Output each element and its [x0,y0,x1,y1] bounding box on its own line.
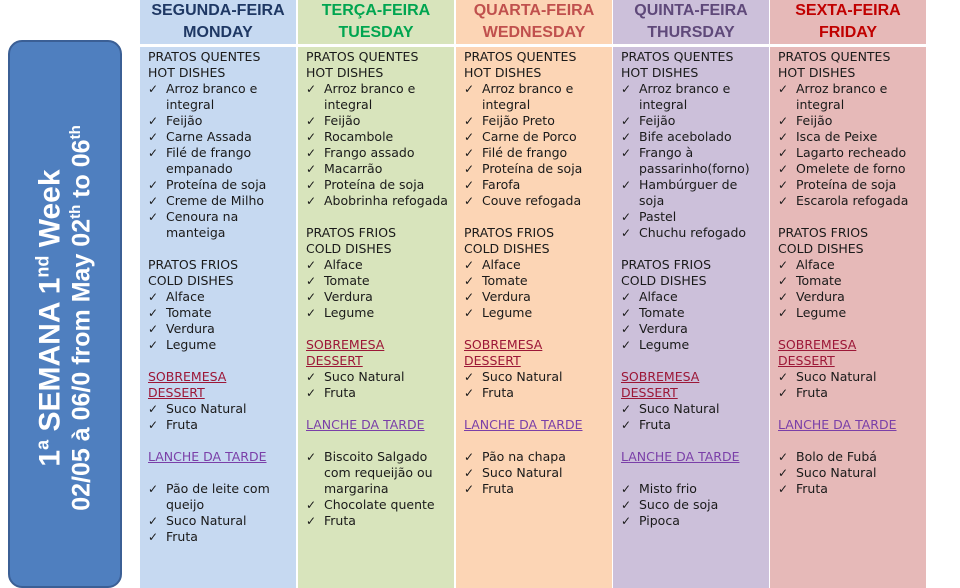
dessert-title-en: DESSERT [148,385,205,400]
day-name-en: TUESDAY [338,24,414,41]
dessert-list [148,401,290,433]
list-item: ✓ Fruta [621,417,763,433]
dessert-list [306,369,448,401]
day-column-tuesday [298,0,454,588]
hot-dishes-title-en: HOT DISHES [464,65,542,80]
week-dates: 02/05 à 06/0 from May 02th to 06th [67,125,96,511]
dessert-title-en: DESSERT [464,353,521,368]
list-item: ✓ Verdura [306,289,448,305]
list-item: ✓ Suco de soja [621,497,763,513]
cold-dishes-title-en: COLD DISHES [621,273,707,288]
day-menu [456,47,612,588]
list-item: ✓ Carne Assada [148,129,290,145]
hot-dishes-title-pt: PRATOS QUENTES [778,49,891,64]
cold-dishes-title-pt: PRATOS FRIOS [621,257,712,272]
day-header [770,0,926,44]
list-item: ✓ Pão de leite com queijo [148,481,290,513]
list-item: ✓ Chocolate quente [306,497,448,513]
list-item: ✓ Pastel [621,209,763,225]
day-header [140,0,296,44]
hot-dishes-list [778,81,920,209]
list-item: ✓ Frango à passarinho(forno) [621,145,763,177]
hot-dishes-title-en: HOT DISHES [306,65,384,80]
list-item: ✓ Suco Natural [148,513,290,529]
hot-dishes-list [464,81,606,209]
afternoon-snack-title: LANCHE DA TARDE [306,417,425,432]
hot-dishes-title-en: HOT DISHES [778,65,856,80]
list-item: ✓ Pipoca [621,513,763,529]
day-name-en: FRIDAY [818,24,878,41]
afternoon-snack-title: LANCHE DA TARDE [464,417,583,432]
day-column-monday [140,0,296,588]
day-name-pt: QUINTA-FEIRA [634,2,748,19]
list-item: ✓ Suco Natural [148,401,290,417]
list-item: ✓ Arroz branco e integral [306,81,448,113]
list-item: ✓ Proteína de soja [464,161,606,177]
day-name-pt: SEXTA-FEIRA [795,2,901,19]
day-header [456,0,612,44]
list-item: ✓ Alface [306,257,448,273]
day-name-pt: SEGUNDA-FEIRA [151,2,285,19]
list-item: ✓ Tomate [621,305,763,321]
day-header [298,0,454,44]
afternoon-snack-title: LANCHE DA TARDE [621,449,740,464]
list-item: ✓ Suco Natural [306,369,448,385]
dessert-list [464,369,606,401]
list-item: ✓ Legume [148,337,290,353]
day-menu [140,47,296,588]
week-label [33,125,98,511]
list-item: ✓ Arroz branco e integral [464,81,606,113]
hot-dishes-title-pt: PRATOS QUENTES [621,49,734,64]
list-item: ✓ Lagarto recheado [778,145,920,161]
list-item: ✓ Legume [464,305,606,321]
list-item: ✓ Verdura [621,321,763,337]
list-item: ✓ Feijão [621,113,763,129]
list-item: ✓ Bolo de Fubá [778,449,920,465]
list-item: ✓ Pão na chapa [464,449,606,465]
list-item: ✓ Rocambole [306,129,448,145]
cold-dishes-list [778,257,920,321]
list-item: ✓ Verdura [464,289,606,305]
list-item: ✓ Hambúrguer de soja [621,177,763,209]
cold-dishes-title-pt: PRATOS FRIOS [306,225,397,240]
cold-dishes-title-pt: PRATOS FRIOS [464,225,555,240]
list-item: ✓ Verdura [778,289,920,305]
day-header [613,0,769,44]
hot-dishes-title-en: HOT DISHES [621,65,699,80]
list-item: ✓ Fruta [778,481,920,497]
list-item: ✓ Suco Natural [778,369,920,385]
list-item: ✓ Farofa [464,177,606,193]
dessert-title-en: DESSERT [621,385,678,400]
list-item: ✓ Fruta [306,385,448,401]
list-item: ✓ Tomate [778,273,920,289]
afternoon-snack-list [778,449,920,497]
list-item: ✓ Feijão [778,113,920,129]
list-item: ✓ Alface [778,257,920,273]
afternoon-snack-list [306,449,448,529]
day-column-friday [770,0,926,588]
list-item: ✓ Couve refogada [464,193,606,209]
list-item: ✓ Alface [464,257,606,273]
list-item: ✓ Legume [306,305,448,321]
afternoon-snack-title: LANCHE DA TARDE [148,449,267,464]
week-title: 1$^a$ SEMANA 1nd Week [32,169,67,467]
list-item: ✓ Misto frio [621,481,763,497]
list-item: ✓ Creme de Milho [148,193,290,209]
list-item: ✓ Fruta [148,529,290,545]
day-menu [613,47,769,588]
list-item: ✓ Fruta [148,417,290,433]
cold-dishes-title-en: COLD DISHES [306,241,392,256]
day-name-en: THURSDAY [647,24,735,41]
list-item: ✓ Suco Natural [464,465,606,481]
list-item: ✓ Suco Natural [464,369,606,385]
list-item: ✓ Filé de frango [464,145,606,161]
hot-dishes-title-pt: PRATOS QUENTES [306,49,419,64]
list-item: ✓ Escarola refogada [778,193,920,209]
list-item: ✓ Arroz branco e integral [621,81,763,113]
day-name-en: MONDAY [183,24,253,41]
list-item: ✓ Arroz branco e integral [778,81,920,113]
list-item: ✓ Suco Natural [621,401,763,417]
day-menu [770,47,926,588]
hot-dishes-title-pt: PRATOS QUENTES [464,49,577,64]
list-item: ✓ Verdura [148,321,290,337]
dessert-title-pt: SOBREMESA [621,369,700,384]
list-item: ✓ Alface [621,289,763,305]
list-item: ✓ Fruta [306,513,448,529]
list-item: ✓ Alface [148,289,290,305]
list-item: ✓ Fruta [778,385,920,401]
list-item: ✓ Filé de frango empanado [148,145,290,177]
list-item: ✓ Bife acebolado [621,129,763,145]
list-item: ✓ Abobrinha refogada [306,193,448,209]
afternoon-snack-list [148,481,290,545]
list-item: ✓ Legume [778,305,920,321]
dessert-title-pt: SOBREMESA [778,337,857,352]
list-item: ✓ Feijão [148,113,290,129]
list-item: ✓ Feijão [306,113,448,129]
list-item: ✓ Macarrão [306,161,448,177]
day-column-thursday [613,0,769,588]
list-item: ✓ Feijão Preto [464,113,606,129]
afternoon-snack-title: LANCHE DA TARDE [778,417,897,432]
hot-dishes-title-pt: PRATOS QUENTES [148,49,261,64]
list-item: ✓ Carne de Porco [464,129,606,145]
list-item: ✓ Arroz branco e integral [148,81,290,113]
cold-dishes-title-pt: PRATOS FRIOS [778,225,869,240]
list-item: ✓ Chuchu refogado [621,225,763,241]
cold-dishes-title-pt: PRATOS FRIOS [148,257,239,272]
day-name-pt: TERÇA-FEIRA [321,2,431,19]
list-item: ✓ Legume [621,337,763,353]
dessert-title-pt: SOBREMESA [464,337,543,352]
list-item: ✓ Tomate [306,273,448,289]
list-item: ✓ Omelete de forno [778,161,920,177]
hot-dishes-list [621,81,763,241]
list-item: ✓ Fruta [464,385,606,401]
dessert-title-en: DESSERT [306,353,363,368]
dessert-title-pt: SOBREMESA [148,369,227,384]
list-item: ✓ Suco Natural [778,465,920,481]
afternoon-snack-list [464,449,606,497]
dessert-title-pt: SOBREMESA [306,337,385,352]
day-menu [298,47,454,588]
hot-dishes-title-en: HOT DISHES [148,65,226,80]
list-item: ✓ Isca de Peixe [778,129,920,145]
list-item: ✓ Tomate [148,305,290,321]
day-column-wednesday [456,0,612,588]
hot-dishes-list [306,81,448,209]
list-item: ✓ Fruta [464,481,606,497]
hot-dishes-list [148,81,290,241]
list-item: ✓ Biscoito Salgado com requeijão ou margarina [306,449,448,497]
list-item: ✓ Proteína de soja [148,177,290,193]
dessert-list [621,401,763,433]
list-item: ✓ Tomate [464,273,606,289]
cold-dishes-list [306,257,448,321]
cold-dishes-title-en: COLD DISHES [464,241,550,256]
list-item: ✓ Proteína de soja [306,177,448,193]
cold-dishes-title-en: COLD DISHES [778,241,864,256]
cold-dishes-list [621,289,763,353]
afternoon-snack-list [621,481,763,529]
list-item: ✓ Frango assado [306,145,448,161]
cold-dishes-list [464,257,606,321]
cold-dishes-title-en: COLD DISHES [148,273,234,288]
dessert-title-en: DESSERT [778,353,835,368]
day-name-pt: QUARTA-FEIRA [473,2,595,19]
list-item: ✓ Proteína de soja [778,177,920,193]
dessert-list [778,369,920,401]
cold-dishes-list [148,289,290,353]
list-item: ✓ Cenoura na manteiga [148,209,290,241]
day-name-en: WEDNESDAY [482,24,586,41]
